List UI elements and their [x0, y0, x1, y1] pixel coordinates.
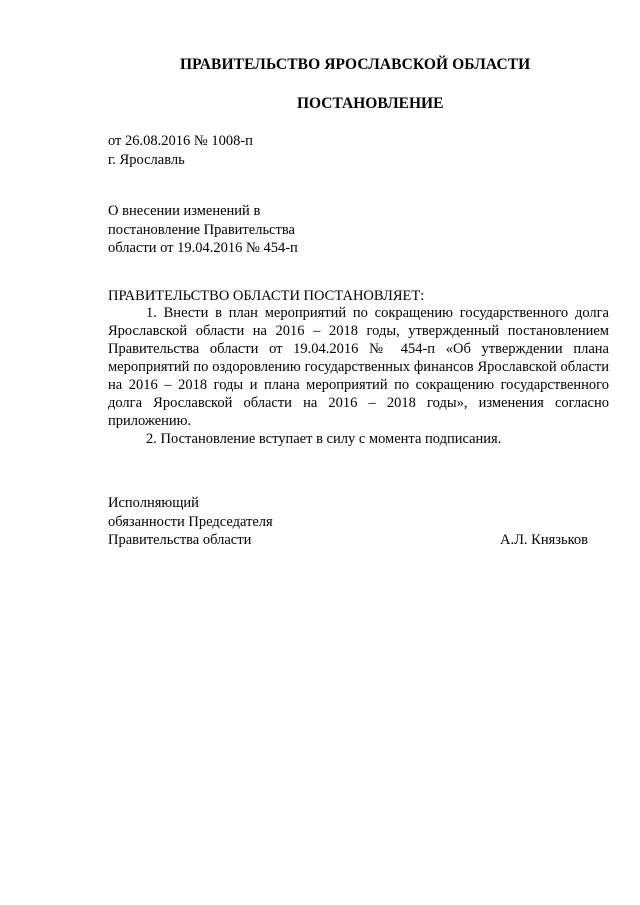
subject-line: О внесении изменений в: [108, 203, 261, 219]
signatory-position-line: обязанности Председателя: [108, 513, 273, 530]
city: г. Ярославль: [108, 152, 185, 168]
decree-heading: ПРАВИТЕЛЬСТВО ОБЛАСТИ ПОСТАНОВЛЯЕТ:: [108, 288, 425, 304]
decree-body: [108, 304, 609, 448]
signatory-position-line: Правительства области: [108, 532, 252, 548]
government-title: ПРАВИТЕЛЬСТВО ЯРОСЛАВСКОЙ ОБЛАСТИ: [180, 56, 531, 73]
subject-line: постановление Правительства: [108, 221, 295, 238]
decree-item-1: 1. Внести в план мероприятий по сокращению государственного долга Ярославской области на 2016 – 2018 годы, утвержденный постановлением Правительства области от 19.04.2016 № 454-п «Об утверждении плана мероприятий по оздоровлению государственных финансов Ярославской области на 2016 – 2018 годы и плана мероприятий по сокращению государственного долга Ярославской области на 2016 – 2018 годы», изменения согласно приложению.: [108, 305, 609, 429]
document-subject: [108, 202, 298, 258]
signature-row: [108, 531, 588, 550]
signature-block: [108, 494, 588, 550]
document-type: ПОСТАНОВЛЕНИЕ: [297, 95, 444, 112]
signatory-position-line: Исполняющий: [108, 495, 199, 511]
date-number: от 26.08.2016 № 1008-п: [108, 133, 253, 149]
decree-item-2: 2. Постановление вступает в силу с момента подписания.: [146, 431, 502, 447]
subject-line: области от 19.04.2016 № 454-п: [108, 240, 298, 256]
signatory-name: А.Л. Князьков: [499, 532, 588, 548]
document-meta: [108, 132, 253, 170]
